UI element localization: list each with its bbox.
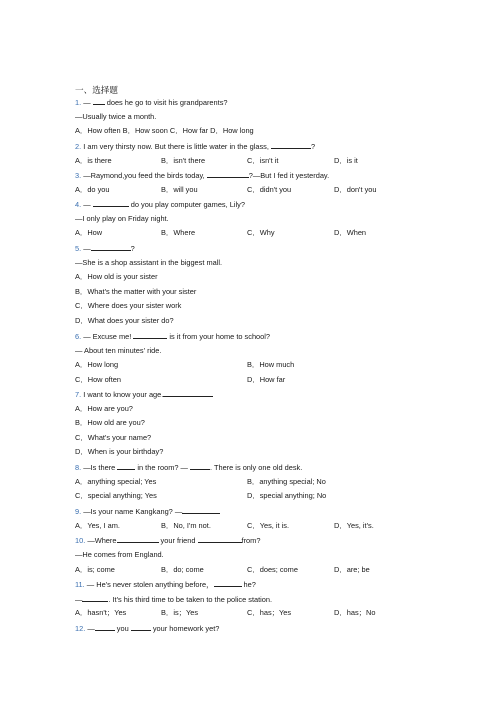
option-b[interactable]: B．is；Yes [161, 608, 199, 617]
option-b[interactable]: B．What's the matter with your sister [75, 287, 197, 296]
answer-blank[interactable] [91, 243, 131, 251]
option-c[interactable]: C．didn't you [247, 185, 292, 194]
option-d[interactable]: D．has；No [334, 608, 376, 617]
option-c[interactable]: C．has；Yes [247, 608, 292, 617]
option-c[interactable]: C．special anything; Yes [75, 491, 157, 500]
question-number: 4. [75, 200, 82, 209]
answer-blank[interactable] [198, 535, 242, 543]
option-d[interactable]: D．When is your birthday? [75, 447, 164, 456]
answer-blank[interactable] [133, 331, 167, 339]
option-b[interactable]: B．No, I'm not. [161, 521, 211, 530]
option-a[interactable]: A．Yes, I am. [75, 521, 120, 530]
section-title: 一、选择题 [75, 85, 118, 95]
question-8: 8. —Is there in the room? — . There is only one old desk. [75, 463, 303, 472]
question-number: 11. [75, 580, 85, 589]
question-number: 7. [75, 390, 82, 399]
question-6-reply: — About ten minutes' ride. [75, 346, 162, 355]
option-c[interactable]: C．Why [247, 228, 275, 237]
option-a[interactable]: A．is; come [75, 565, 115, 574]
answer-blank[interactable] [207, 170, 249, 178]
question-number: 10. [75, 536, 86, 545]
option-a[interactable]: A．is there [75, 156, 112, 165]
option-c[interactable]: C．isn't it [247, 156, 279, 165]
question-1-reply: —Usually twice a month. [75, 112, 157, 121]
option-d[interactable]: D．is it [334, 156, 358, 165]
question-5: 5. — ? [75, 244, 135, 253]
question-number: 5. [75, 244, 82, 253]
option-c[interactable]: C．How often [75, 375, 122, 384]
question-1-options: A．How often B．How soon C．How far D．How long [75, 126, 254, 135]
option-c[interactable]: C．Where does your sister work [75, 301, 182, 310]
question-10: 10. —Where your friend from? [75, 536, 261, 545]
answer-blank[interactable] [93, 199, 129, 207]
question-number: 1. [75, 98, 82, 107]
question-4-reply: —I only play on Friday night. [75, 214, 169, 223]
option-a[interactable]: A．do you [75, 185, 110, 194]
question-5-reply: —She is a shop assistant in the biggest mall. [75, 258, 223, 267]
question-1: 1. — does he go to visit his grandparents? [75, 98, 228, 107]
question-number: 3. [75, 171, 82, 180]
option-b[interactable]: B．isn't there [161, 156, 206, 165]
question-7: 7. I want to know your age. [75, 389, 213, 399]
answer-blank[interactable] [117, 535, 159, 543]
question-number: 2. [75, 142, 82, 151]
option-a[interactable]: A．anything special; Yes [75, 477, 157, 486]
option-a[interactable]: A．How are you? [75, 404, 133, 413]
option-d[interactable]: D．are; be [334, 565, 370, 574]
option-d[interactable]: D．What does your sister do? [75, 316, 174, 325]
option-d[interactable]: D．don't you [334, 185, 377, 194]
question-number: 8. [75, 463, 82, 472]
question-6: 6. — Excuse me! is it from your home to school? [75, 332, 271, 341]
option-c[interactable]: C．does; come [247, 565, 298, 574]
option-d[interactable]: D．Yes, it's. [334, 521, 374, 530]
question-number: 9. [75, 507, 82, 516]
answer-blank[interactable] [182, 506, 220, 514]
question-number: 6. [75, 332, 82, 341]
option-d[interactable]: D．How far [247, 375, 286, 384]
option-b[interactable]: B．How old are you? [75, 418, 145, 427]
option-b[interactable]: B．do; come [161, 565, 204, 574]
answer-blank[interactable] [82, 594, 108, 602]
option-a[interactable]: A．How long [75, 360, 119, 369]
answer-blank[interactable] [214, 579, 242, 587]
option-a[interactable]: A．How [75, 228, 103, 237]
answer-blank[interactable] [271, 141, 311, 149]
option-c[interactable]: C．What's your name? [75, 433, 152, 442]
option-a[interactable]: A．How old is your sister [75, 272, 158, 281]
question-3: 3. —Raymond,you feed the birds today, ?—But I fed it yesterday. [75, 171, 330, 180]
question-12: 12. — you your homework yet? [75, 624, 220, 633]
question-number: 12. [75, 624, 86, 633]
question-11: 11. — He's never stolen anything before， he? [75, 580, 256, 589]
question-9: 9. —Is your name Kangkang? — [75, 506, 220, 516]
answer-blank[interactable] [117, 462, 135, 470]
option-b[interactable]: B．Where [161, 228, 196, 237]
answer-blank[interactable] [95, 623, 115, 631]
question-10-reply: —He comes from England. [75, 550, 164, 559]
question-11-reply: — . It's his third time to be taken to the police station. [75, 595, 273, 604]
option-d[interactable]: D．special anything; No [247, 491, 327, 500]
answer-blank[interactable] [190, 462, 210, 470]
question-4: 4. — do you play computer games, Lily? [75, 200, 245, 209]
option-d[interactable]: D．When [334, 228, 367, 237]
option-b[interactable]: B．How much [247, 360, 295, 369]
option-b[interactable]: B．anything special; No [247, 477, 326, 486]
answer-blank[interactable] [93, 97, 105, 105]
answer-blank[interactable] [163, 389, 213, 397]
option-a[interactable]: A．hasn't；Yes [75, 608, 127, 617]
question-2: 2. I am very thirsty now. But there is little water in the glass, ? [75, 142, 316, 151]
answer-blank[interactable] [131, 623, 151, 631]
option-b[interactable]: B．will you [161, 185, 198, 194]
option-c[interactable]: C．Yes, it is. [247, 521, 290, 530]
